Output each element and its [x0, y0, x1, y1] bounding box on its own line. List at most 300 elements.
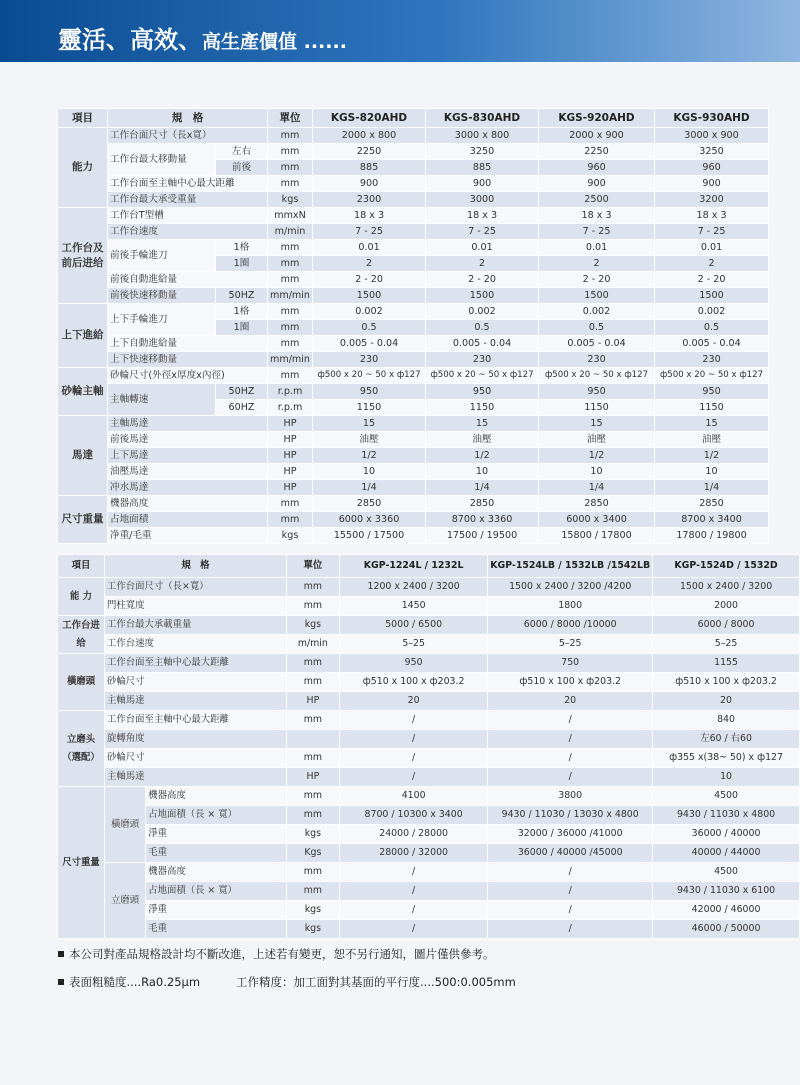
cell-value: 0.002 [313, 304, 426, 320]
cell-value: 230 [655, 352, 769, 368]
cell-value: 32000 / 36000 /41000 [488, 825, 653, 844]
cell-value: / [488, 920, 653, 939]
cell-value: 1150 [426, 400, 539, 416]
cell-value: 0.002 [426, 304, 539, 320]
row-unit: mmxN [268, 208, 313, 224]
cell-value: 2850 [426, 496, 539, 512]
cell-value: 0.5 [539, 320, 655, 336]
cell-value: 750 [488, 654, 653, 673]
row-label: 油壓馬達 [108, 464, 268, 480]
table-header-row [58, 555, 800, 578]
row-label: 工作台最大承載重量 [105, 616, 287, 635]
row-unit: mm [268, 512, 313, 528]
col-header-model: KGP-1524LB / 1532LB /1542LB [488, 555, 653, 578]
cell-value: 9430 / 11030 x 4800 [653, 806, 800, 825]
cell-value: 950 [539, 384, 655, 400]
row-unit: kgs [286, 616, 339, 635]
cell-value: 840 [653, 711, 800, 730]
row-unit: HP [286, 692, 339, 711]
row-unit: kgs [286, 901, 339, 920]
group-updown-feed: 上下進給 [58, 304, 108, 368]
cell-value: 9430 / 11030 x 6100 [653, 882, 800, 901]
cell-value: 20 [339, 692, 487, 711]
row-sublabel: 1格 [216, 304, 268, 320]
table-row [58, 208, 769, 224]
table-row [58, 288, 769, 304]
cell-value: 1155 [653, 654, 800, 673]
cell-value: / [488, 882, 653, 901]
row-unit: kgs [286, 920, 339, 939]
table-row [58, 673, 800, 692]
row-unit: HP [268, 464, 313, 480]
table-row [58, 528, 769, 544]
cell-value: 46000 / 50000 [653, 920, 800, 939]
col-header-model: KGP-1524D / 1532D [653, 555, 800, 578]
table-row [58, 920, 800, 939]
group-capacity: 能力 [58, 128, 108, 208]
cell-value: / [488, 730, 653, 749]
note-text: 本公司對產品規格設計均不斷改進，上述若有變更，恕不另行通知，圖片僅供參考。 [69, 947, 495, 961]
row-label: 前後快速移動量 [108, 288, 216, 304]
cell-value: 1800 [488, 597, 653, 616]
col-header-spec: 規 格 [105, 555, 287, 578]
cell-value: 5–25 [339, 635, 487, 654]
row-label: 工作台速度 [108, 224, 268, 240]
col-header-spec: 規 格 [108, 109, 268, 128]
cell-value: 0.005 - 0.04 [655, 336, 769, 352]
row-label: 淨重 [146, 901, 287, 920]
row-label: 上下自動進給量 [108, 336, 268, 352]
row-label: 上下快速移動量 [108, 352, 268, 368]
cell-value: 0.01 [539, 240, 655, 256]
group-table-feed: 工作台进给 [58, 616, 105, 654]
row-label: 主軸馬達 [108, 416, 268, 432]
header-title [58, 20, 347, 55]
cell-value: ф355 x(38~ 50) x ф127 [653, 749, 800, 768]
col-header-model: KGP-1224L / 1232L [339, 555, 487, 578]
row-unit: mm [286, 806, 339, 825]
cell-value: 15500 / 17500 [313, 528, 426, 544]
cell-value: 6000 x 3400 [539, 512, 655, 528]
cell-value: 1/2 [655, 448, 769, 464]
cell-value: 24000 / 28000 [339, 825, 487, 844]
cell-value: 15800 / 17800 [539, 528, 655, 544]
table-row [58, 787, 800, 806]
cell-value: 18 x 3 [655, 208, 769, 224]
cell-value: / [339, 920, 487, 939]
cell-value: 3000 x 900 [655, 128, 769, 144]
cell-value: / [339, 730, 487, 749]
cell-value: 1/2 [426, 448, 539, 464]
table-row [58, 597, 800, 616]
cell-value: 9430 / 11030 / 13030 x 4800 [488, 806, 653, 825]
cell-value: 2 - 20 [426, 272, 539, 288]
cell-value: 1500 [655, 288, 769, 304]
table-row [58, 272, 769, 288]
cell-value: 4100 [339, 787, 487, 806]
table-row [58, 432, 769, 448]
cell-value: 960 [539, 160, 655, 176]
row-unit: mm [268, 304, 313, 320]
cell-value: 230 [426, 352, 539, 368]
group-capacity: 能 力 [58, 578, 105, 616]
group-horizontal-head: 橫磨頭 [58, 654, 105, 711]
cell-value: 18 x 3 [539, 208, 655, 224]
row-unit: mm [268, 368, 313, 384]
cell-value: 20 [653, 692, 800, 711]
row-unit: HP [268, 416, 313, 432]
row-unit: r.p.m [268, 384, 313, 400]
cell-value: 10 [655, 464, 769, 480]
group-vertical-head: 立磨头（選配） [58, 711, 105, 787]
row-unit: mm [268, 240, 313, 256]
table-row [58, 336, 769, 352]
cell-value: 20 [488, 692, 653, 711]
row-unit: mm [286, 711, 339, 730]
row-label: 旋轉角度 [105, 730, 287, 749]
row-unit: mm [268, 336, 313, 352]
cell-value: 18 x 3 [426, 208, 539, 224]
cell-value: 950 [655, 384, 769, 400]
row-label: 上下馬達 [108, 448, 268, 464]
cell-value: 7 - 25 [313, 224, 426, 240]
cell-value: ф500 x 20 ~ 50 x ф127 [655, 368, 769, 384]
table-header-row [58, 109, 769, 128]
cell-value: 8700 x 3400 [655, 512, 769, 528]
cell-value: 1150 [313, 400, 426, 416]
row-sublabel: 50HZ [216, 288, 268, 304]
table-row [58, 844, 800, 863]
cell-value: 0.005 - 0.04 [426, 336, 539, 352]
row-unit: kgs [286, 825, 339, 844]
cell-value: 3250 [426, 144, 539, 160]
cell-value: 42000 / 46000 [653, 901, 800, 920]
cell-value: 2250 [539, 144, 655, 160]
row-unit: mm [286, 578, 339, 597]
bullet-square-icon [58, 979, 64, 985]
cell-value: 1/4 [313, 480, 426, 496]
row-unit: mm [268, 176, 313, 192]
table-row [58, 224, 769, 240]
cell-value: 1500 x 2400 / 3200 [653, 578, 800, 597]
note-roughness: 表面粗糙度....Ra0.25μm [69, 975, 201, 989]
cell-value: 230 [313, 352, 426, 368]
table-row [58, 144, 769, 160]
cell-value: 36000 / 40000 [653, 825, 800, 844]
row-unit: HP [268, 480, 313, 496]
cell-value: 10 [313, 464, 426, 480]
cell-value: 0.01 [426, 240, 539, 256]
cell-value: 1500 [539, 288, 655, 304]
col-header-model: KGS-920AHD [539, 109, 655, 128]
table-row [58, 128, 769, 144]
cell-value: 0.5 [655, 320, 769, 336]
cell-value: 2000 x 800 [313, 128, 426, 144]
cell-value: 17500 / 19500 [426, 528, 539, 544]
cell-value: 0.5 [426, 320, 539, 336]
cell-value: 18 x 3 [313, 208, 426, 224]
cell-value: 7 - 25 [539, 224, 655, 240]
row-unit: kgs [268, 192, 313, 208]
row-sublabel: 1圈 [216, 256, 268, 272]
cell-value: 0.002 [539, 304, 655, 320]
col-header-item: 項目 [58, 109, 108, 128]
row-unit: mm [268, 256, 313, 272]
row-label: 門柱寬度 [105, 597, 287, 616]
cell-value: 7 - 25 [655, 224, 769, 240]
table-row [58, 480, 769, 496]
cell-value: 15 [313, 416, 426, 432]
table-row [58, 825, 800, 844]
cell-value: 7 - 25 [426, 224, 539, 240]
row-label: 砂輪尺寸 [105, 749, 287, 768]
cell-value: 1200 x 2400 / 3200 [339, 578, 487, 597]
cell-value: 2850 [655, 496, 769, 512]
cell-value: 10 [653, 768, 800, 787]
cell-value: 950 [313, 384, 426, 400]
note-accuracy: 工作精度：加工面對其基面的平行度....500:0.005mm [236, 975, 516, 989]
cell-value: 0.005 - 0.04 [539, 336, 655, 352]
col-header-item: 項目 [58, 555, 105, 578]
table-row [58, 578, 800, 597]
row-label: 工作台面至主軸中心最大距離 [108, 176, 268, 192]
cell-value: ф510 x 100 x ф203.2 [653, 673, 800, 692]
note-disclaimer [58, 946, 495, 962]
row-label: 主軸馬達 [105, 692, 287, 711]
row-label: 前後馬達 [108, 432, 268, 448]
cell-value: / [339, 711, 487, 730]
row-label: 機器高度 [108, 496, 268, 512]
row-unit: mm/min [268, 352, 313, 368]
cell-value: 5000 / 6500 [339, 616, 487, 635]
cell-value: 1150 [655, 400, 769, 416]
row-label: 工作台T型槽 [108, 208, 268, 224]
cell-value: 1500 x 2400 / 3200 /4200 [488, 578, 653, 597]
row-label: 工作台速度 [105, 635, 287, 654]
row-label: 主軸馬達 [105, 768, 287, 787]
cell-value: ф510 x 100 x ф203.2 [339, 673, 487, 692]
table-row [58, 192, 769, 208]
cell-value: 885 [313, 160, 426, 176]
table-row [58, 635, 800, 654]
row-sublabel: 1格 [216, 240, 268, 256]
cell-value: 0.01 [655, 240, 769, 256]
cell-value: 3000 [426, 192, 539, 208]
row-label: 主軸轉速 [108, 384, 216, 416]
group-size-weight: 尺寸重量 [58, 787, 105, 939]
header-title-sub: 高生產價值 ...... [202, 31, 347, 53]
cell-value: / [339, 768, 487, 787]
row-unit: mm [286, 673, 339, 692]
row-unit: mm/min [268, 288, 313, 304]
row-unit: mm [268, 144, 313, 160]
cell-value: 油壓 [426, 432, 539, 448]
cell-value: ф510 x 100 x ф203.2 [488, 673, 653, 692]
cell-value: 230 [539, 352, 655, 368]
cell-value: / [488, 749, 653, 768]
row-label: 冲水馬達 [108, 480, 268, 496]
cell-value: 960 [655, 160, 769, 176]
row-sublabel: 1圈 [216, 320, 268, 336]
cell-value: 3000 x 800 [426, 128, 539, 144]
cell-value: 1/2 [539, 448, 655, 464]
row-label: 前後自動進給量 [108, 272, 268, 288]
row-label: 砂輪尺寸(外徑x厚度x內徑) [108, 368, 268, 384]
cell-value: 15 [655, 416, 769, 432]
cell-value: 2250 [313, 144, 426, 160]
table-row [58, 730, 800, 749]
cell-value: 900 [426, 176, 539, 192]
cell-value: 36000 / 40000 /45000 [488, 844, 653, 863]
cell-value: / [488, 901, 653, 920]
cell-value: 1500 [426, 288, 539, 304]
cell-value: 10 [539, 464, 655, 480]
cell-value: 2500 [539, 192, 655, 208]
row-label: 工作台面至主軸中心最大距離 [105, 654, 287, 673]
row-unit: r.p.m [268, 400, 313, 416]
col-header-unit: 單位 [268, 109, 313, 128]
row-unit: mm [286, 654, 339, 673]
table-row [58, 654, 800, 673]
table-row [58, 863, 800, 882]
cell-value: 0.005 - 0.04 [313, 336, 426, 352]
cell-value: 0.002 [655, 304, 769, 320]
table-row [58, 882, 800, 901]
row-unit: mm [268, 496, 313, 512]
cell-value: 2 - 20 [539, 272, 655, 288]
cell-value: 900 [313, 176, 426, 192]
table-row [58, 711, 800, 730]
table-row [58, 240, 769, 256]
table-row [58, 304, 769, 320]
table-row [58, 749, 800, 768]
group-table-feed: 工作台及前后进给 [58, 208, 108, 304]
cell-value: 8700 / 10300 x 3400 [339, 806, 487, 825]
row-unit: mm [286, 863, 339, 882]
table-row [58, 768, 800, 787]
cell-value: / [339, 749, 487, 768]
row-unit: mm [286, 787, 339, 806]
row-label: 工作台面尺寸（長x寬） [108, 128, 268, 144]
row-sublabel: 60HZ [216, 400, 268, 416]
row-sublabel: 左右 [216, 144, 268, 160]
cell-value: 1450 [339, 597, 487, 616]
subgroup-vertical-head: 立磨頭 [105, 863, 146, 939]
row-label: 工作台最大承受重量 [108, 192, 268, 208]
cell-value: 2000 x 900 [539, 128, 655, 144]
table-row [58, 384, 769, 400]
row-unit: mm [268, 320, 313, 336]
table-row [58, 901, 800, 920]
bullet-square-icon [58, 951, 64, 957]
cell-value: 0.5 [313, 320, 426, 336]
cell-value: 1500 [313, 288, 426, 304]
cell-value: 6000 x 3360 [313, 512, 426, 528]
cell-value: / [339, 901, 487, 920]
row-label: 净重/毛重 [108, 528, 268, 544]
table-row [58, 352, 769, 368]
cell-value: 2300 [313, 192, 426, 208]
cell-value: 885 [426, 160, 539, 176]
row-sublabel: 前後 [216, 160, 268, 176]
row-label: 工作台面尺寸（長×寬） [105, 578, 287, 597]
row-label: 占地面積（長 × 寬） [146, 806, 287, 825]
row-label: 上下手輪進刀 [108, 304, 216, 336]
cell-value: ф500 x 20 ~ 50 x ф127 [426, 368, 539, 384]
cell-value: 0.01 [313, 240, 426, 256]
spec-table-kgp [57, 554, 800, 939]
table-row [58, 496, 769, 512]
cell-value: / [488, 711, 653, 730]
cell-value: 2 [313, 256, 426, 272]
cell-value: 6000 / 8000 [653, 616, 800, 635]
col-header-unit: 單位 [286, 555, 339, 578]
col-header-model: KGS-930AHD [655, 109, 769, 128]
table-row [58, 416, 769, 432]
group-size-weight: 尺寸重量 [58, 496, 108, 544]
row-unit: HP [286, 768, 339, 787]
cell-value: 10 [426, 464, 539, 480]
row-label: 毛重 [146, 844, 287, 863]
row-label: 占地面積（長 × 寬） [146, 882, 287, 901]
row-sublabel: 50HZ [216, 384, 268, 400]
row-label: 前後手輪進刀 [108, 240, 216, 272]
row-unit: m/min [268, 224, 313, 240]
cell-value: 15 [426, 416, 539, 432]
table-row [58, 176, 769, 192]
cell-value: 2 [539, 256, 655, 272]
cell-value: 1150 [539, 400, 655, 416]
row-unit: kgs [268, 528, 313, 544]
cell-value: 900 [539, 176, 655, 192]
group-spindle: 砂輪主軸 [58, 368, 108, 416]
cell-value: 2 - 20 [313, 272, 426, 288]
cell-value: 40000 / 44000 [653, 844, 800, 863]
cell-value: 1/2 [313, 448, 426, 464]
cell-value: / [488, 863, 653, 882]
cell-value: 6000 / 8000 /10000 [488, 616, 653, 635]
row-label: 工作台面至主軸中心最大距離 [105, 711, 287, 730]
cell-value: 28000 / 32000 [339, 844, 487, 863]
cell-value: 950 [426, 384, 539, 400]
table-row [58, 448, 769, 464]
col-header-model: KGS-830AHD [426, 109, 539, 128]
cell-value: 5–25 [488, 635, 653, 654]
cell-value: 1/4 [426, 480, 539, 496]
cell-value: 2850 [539, 496, 655, 512]
row-label: 毛重 [146, 920, 287, 939]
cell-value: 4500 [653, 863, 800, 882]
cell-value: ф500 x 20 ~ 50 x ф127 [313, 368, 426, 384]
cell-value: ф500 x 20 ~ 50 x ф127 [539, 368, 655, 384]
table-row [58, 692, 800, 711]
cell-value: 1/4 [655, 480, 769, 496]
cell-value: 17800 / 19800 [655, 528, 769, 544]
table-row [58, 368, 769, 384]
cell-value: 左60 / 右60 [653, 730, 800, 749]
cell-value: 5–25 [653, 635, 800, 654]
cell-value: 2 - 20 [655, 272, 769, 288]
cell-value: 3200 [655, 192, 769, 208]
cell-value: 3250 [655, 144, 769, 160]
cell-value: 900 [655, 176, 769, 192]
row-label: 淨重 [146, 825, 287, 844]
table-row [58, 464, 769, 480]
table-row [58, 616, 800, 635]
cell-value: 2850 [313, 496, 426, 512]
row-unit: Kgs [286, 844, 339, 863]
note-precision [58, 974, 516, 990]
